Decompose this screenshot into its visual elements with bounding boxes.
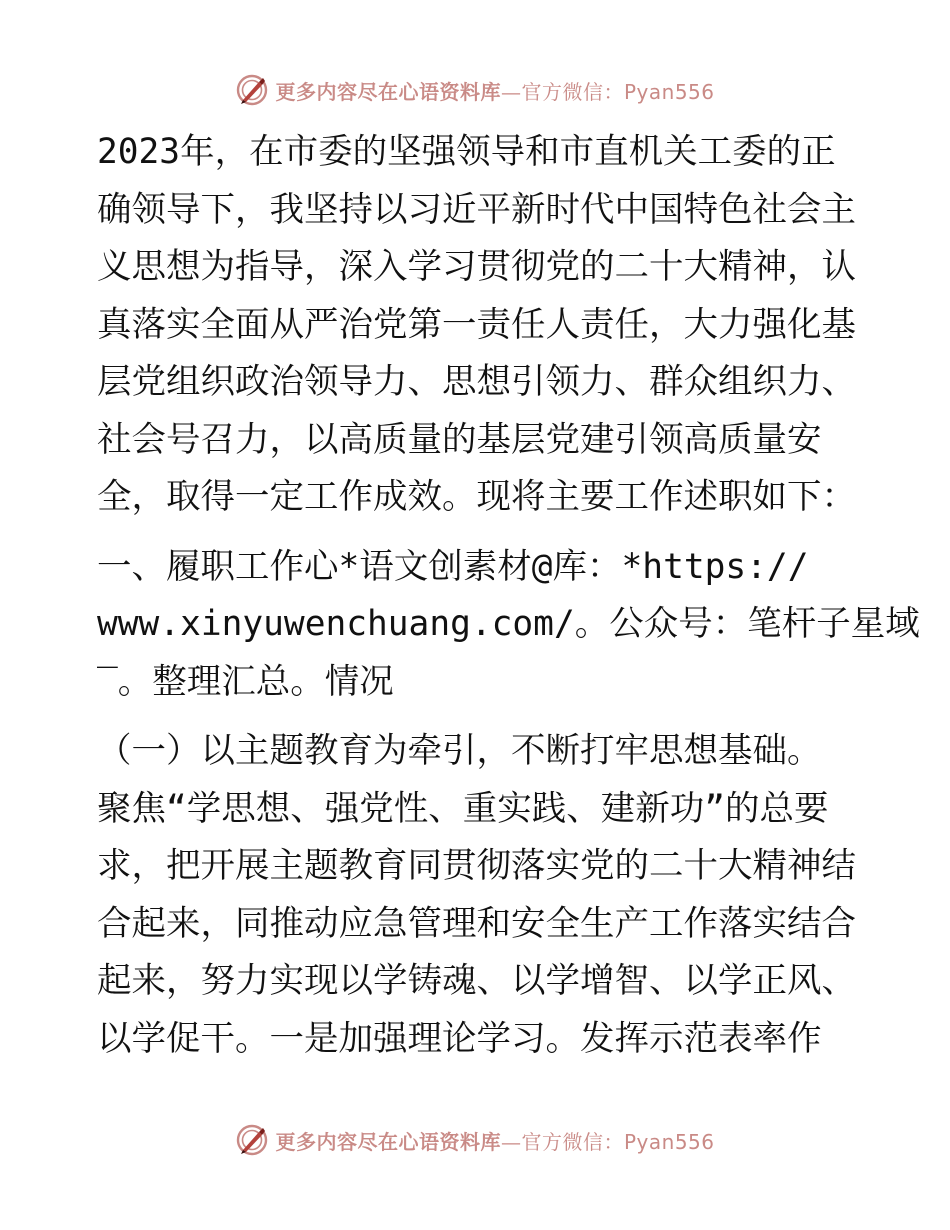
header-wechat-handle: Pyan556 xyxy=(623,79,715,104)
text-line: 全，取得一定工作成效。现将主要工作述职如下： xyxy=(97,477,856,517)
header-watermark-banner xyxy=(0,70,950,110)
pen-logo-icon xyxy=(235,73,269,107)
header-banner-inner xyxy=(235,73,714,107)
text-line: 一、履职工作心*语文创素材@库：*https:// xyxy=(97,546,809,587)
footer-banner-text xyxy=(275,1126,714,1155)
document-body xyxy=(97,124,920,1068)
text-line: 以学促干。一是加强理论学习。发挥示范表率作 xyxy=(97,1018,822,1059)
text-line: 层党组织政治领导力、思想引领力、群众组织力、 xyxy=(97,362,856,402)
text-line: 确领导下，我坚持以习近平新时代中国特色社会主 xyxy=(97,189,856,230)
subsection-paragraph-1 xyxy=(97,723,857,1068)
text-line: 义思想为指导，深入学习贯彻党的二十大精神，认 xyxy=(97,247,856,287)
text-line: ‾。整理汇总。情况 xyxy=(97,661,394,702)
footer-wechat-label: 官方微信： xyxy=(521,1129,624,1154)
footer-watermark-banner xyxy=(0,1120,950,1160)
section-heading-1 xyxy=(97,539,920,712)
text-line: 社会号召力，以高质量的基层党建引领高质量安 xyxy=(97,419,822,460)
header-banner-text xyxy=(275,76,714,105)
footer-separator: — xyxy=(500,1129,522,1154)
text-line: 合起来，同推动应急管理和安全生产工作落实结合 xyxy=(97,903,856,944)
footer-wechat-handle: Pyan556 xyxy=(623,1129,715,1154)
pen-logo-icon xyxy=(235,1123,269,1157)
text-line: 真落实全面从严治党第一责任人责任，大力强化基 xyxy=(97,304,856,345)
intro-paragraph xyxy=(97,124,857,527)
text-line: 2023年，在市委的坚强领导和市直机关工委的正 xyxy=(97,132,836,172)
text-line: 聚焦“学思想、强党性、重实践、建新功”的总要 xyxy=(97,788,829,829)
header-brand: 更多内容尽在心语资料库 xyxy=(275,79,501,104)
text-line: www.xinyuwenchuang.com/。公众号：笔杆子星域 xyxy=(97,604,920,644)
header-separator: — xyxy=(500,79,522,104)
text-line: 起来，努力实现以学铸魂、以学增智、以学正风、 xyxy=(97,961,856,1001)
footer-banner-inner xyxy=(235,1123,714,1157)
header-wechat-label: 官方微信： xyxy=(521,79,624,104)
text-line: （一）以主题教育为牵引，不断打牢思想基础。 xyxy=(97,731,822,771)
footer-brand: 更多内容尽在心语资料库 xyxy=(275,1129,501,1154)
text-line: 求，把开展主题教育同贯彻落实党的二十大精神结 xyxy=(97,846,856,886)
